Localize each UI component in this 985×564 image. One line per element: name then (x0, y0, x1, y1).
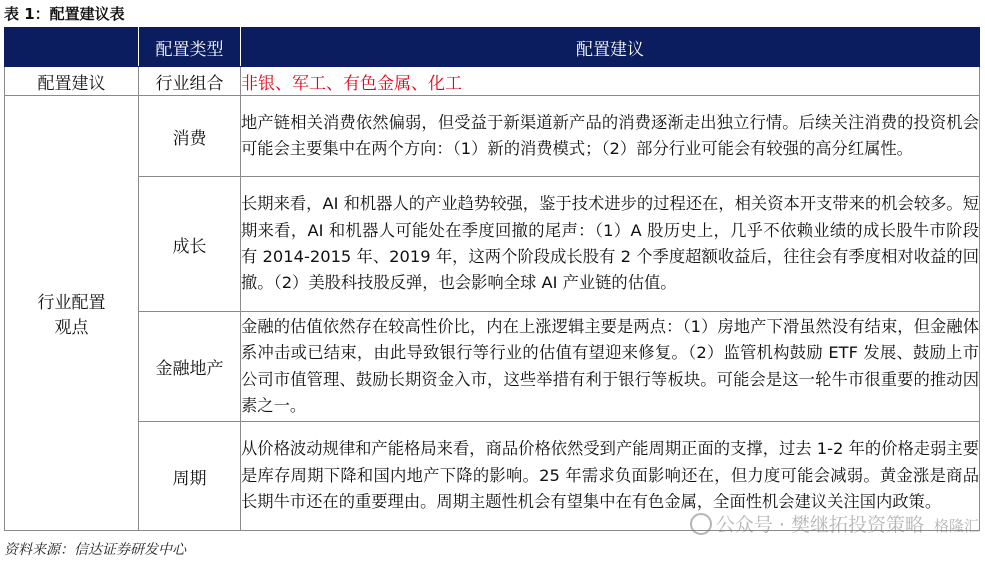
header-blank-cell (5, 28, 139, 67)
viewpoint-text-consume: 地产链相关消费依然偏弱，但受益于新渠道新产品的消费逐渐走出独立行情。后续关注消费的投资机会可能会主要集中在两个方向：（1）新的消费模式；（2）部分行业可能会有较强的高分红属性。 (241, 96, 980, 177)
viewpoint-row-consume (5, 96, 980, 177)
suggestion-label: 配置建议 (5, 67, 139, 96)
viewpoint-text-cycle: 从价格波动规律和产能格局来看，商品价格依然受到产能周期正面的支撑，过去 1-2 年的价格走弱主要是库存周期下降和国内地产下降的影响。25 年需求负面影响还在，但力度可能会减弱。黄金涨是商品长期牛市还在的重要理由。周期主题性机会有望集中在有色金属，全面性机会建议关注国内政策。 (241, 422, 980, 531)
watermark-logo: 格隆汇 (933, 517, 979, 535)
category-finance: 金融地产 (139, 312, 241, 422)
suggestion-row (5, 67, 980, 96)
config-table (4, 27, 980, 531)
table-header-row (5, 28, 980, 67)
header-advice: 配置建议 (241, 28, 980, 67)
category-growth: 成长 (139, 177, 241, 312)
wechat-icon (690, 513, 712, 535)
table-caption: 表 1：配置建议表 (4, 5, 125, 23)
viewpoint-label (5, 96, 139, 531)
suggestion-type: 行业组合 (139, 67, 241, 96)
source-note: 资料来源：信达证券研发中心 (4, 542, 186, 558)
viewpoint-row-growth (5, 177, 980, 312)
watermark-text: 公众号 · 樊继拓投资策略 (715, 514, 924, 536)
viewpoint-label-line2: 观点 (54, 318, 89, 338)
viewpoint-text-finance: 金融的估值依然存在较高性价比，内在上涨逻辑主要是两点：（1）房地产下滑虽然没有结束，但金融体系冲击或已结束，由此导致银行等行业的估值有望迎来修复。（2）监管机构鼓励 ETF 发展、鼓励上市公司市值管理、鼓励长期资金入市，这些举措有利于银行等板块。可能会是这一轮牛市很重要的推动因素之一。 (241, 312, 980, 422)
header-type: 配置类型 (139, 28, 241, 67)
category-consume: 消费 (139, 96, 241, 177)
watermark (690, 510, 979, 540)
viewpoint-label-line1: 行业配置 (37, 293, 106, 313)
viewpoint-row-finance (5, 312, 980, 422)
suggestion-industries: 非银、军工、有色金属、化工 (241, 67, 980, 96)
viewpoint-text-growth: 长期来看，AI 和机器人的产业趋势较强，鉴于技术进步的过程还在，相关资本开支带来的机会较多。短期来看，AI 和机器人可能处在季度回撤的尾声：（1）A 股历史上，几乎不依赖业绩的成长股牛市阶段有 2014-2015 年、2019 年，这两个阶段成长股有 2 个季度超额收益后，往往会有季度相对收益的回撤。（2）美股科技股反弹，也会影响全球 AI 产业链的估值。 (241, 177, 980, 312)
category-cycle: 周期 (139, 422, 241, 531)
